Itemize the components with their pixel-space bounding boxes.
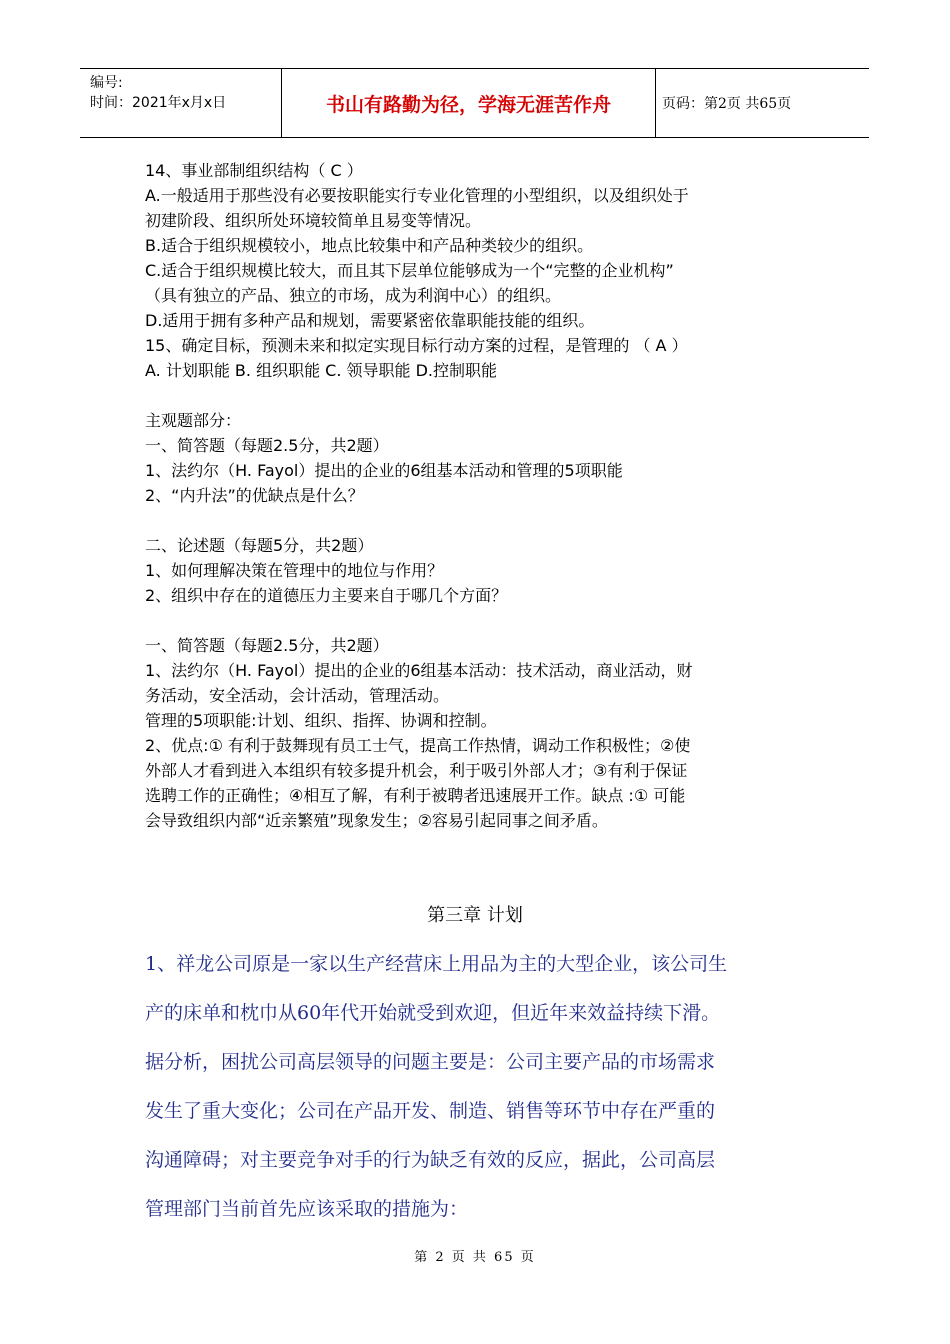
text-line: 管理的5项职能:计划、组织、指挥、协调和控制。 xyxy=(145,711,497,730)
text-line: 1、法约尔（H. Fayol）提出的企业的6组基本活动和管理的5项职能 xyxy=(145,461,623,480)
text-line: 一、简答题（每题2.5分，共2题） xyxy=(145,636,389,655)
case-line: 1、祥龙公司原是一家以生产经营床上用品为主的大型企业，该公司生 xyxy=(145,953,728,975)
text-line: 一、简答题（每题2.5分，共2题） xyxy=(145,436,389,455)
case-question xyxy=(145,940,810,1234)
question-content xyxy=(145,158,815,833)
text-line: （具有独立的产品、独立的市场，成为利润中心）的组织。 xyxy=(145,286,562,305)
case-line: 发生了重大变化；公司在产品开发、制造、销售等环节中存在严重的 xyxy=(145,1100,716,1122)
page-footer: 第 2 页 共 65 页 xyxy=(414,1250,536,1265)
text-line: D.适用于拥有多种产品和规划，需要紧密依靠职能技能的组织。 xyxy=(145,311,595,330)
date-label: 时间：2021年x月x日 xyxy=(90,95,227,111)
text-line: 会导致组织内部“近亲繁殖”现象发生；②容易引起同事之间矛盾。 xyxy=(145,811,608,830)
text-line: 2、“内升法”的优缺点是什么？ xyxy=(145,486,364,505)
text-line: 务活动，安全活动，会计活动，管理活动。 xyxy=(145,686,450,705)
blank-line xyxy=(145,608,815,633)
text-line: 选聘工作的正确性；④相互了解，有利于被聘者迅速展开工作。缺点 :① 可能 xyxy=(145,786,686,805)
text-line: 外部人才看到进入本组织有较多提升机会，利于吸引外部人才；③有利于保证 xyxy=(145,761,688,780)
case-line: 产的床单和枕巾从60年代开始就受到欢迎，但近年来效益持续下滑。 xyxy=(145,1002,721,1024)
blank-line xyxy=(145,383,815,408)
page-header xyxy=(80,68,869,138)
text-line: A.一般适用于那些没有必要按职能实行专业化管理的小型组织，以及组织处于 xyxy=(145,186,689,205)
header-meta xyxy=(80,69,282,137)
text-line: 主观题部分： xyxy=(145,411,242,430)
case-line: 沟通障碍；对主要竞争对手的行为缺乏有效的反应，据此，公司高层 xyxy=(145,1149,716,1171)
text-line: 1、如何理解决策在管理中的地位与作用？ xyxy=(145,561,444,580)
chapter-title: 第三章 计划 xyxy=(427,905,523,926)
case-line: 据分析，困扰公司高层领导的问题主要是：公司主要产品的市场需求 xyxy=(145,1051,716,1073)
text-line: 2、优点:① 有利于鼓舞现有员工士气，提高工作热情，调动工作积极性；②使 xyxy=(145,736,691,755)
number-label: 编号: xyxy=(90,75,123,91)
text-line: 初建阶段、组织所处环境较简单且易变等情况。 xyxy=(145,211,482,230)
header-page-info: 页码：第2页 共65页 xyxy=(662,96,792,112)
text-line: 1、法约尔（H. Fayol）提出的企业的6组基本活动：技术活动，商业活动，财 xyxy=(145,661,693,680)
text-line: C.适合于组织规模比较大，而且其下层单位能够成为一个“完整的企业机构” xyxy=(145,261,674,280)
text-line: 二、论述题（每题5分，共2题） xyxy=(145,536,374,555)
text-line: B.适合于组织规模较小，地点比较集中和产品种类较少的组织。 xyxy=(145,236,594,255)
text-line: 2、组织中存在的道德压力主要来自于哪几个方面？ xyxy=(145,586,508,605)
header-motto: 书山有路勤为径，学海无涯苦作舟 xyxy=(282,69,656,137)
text-line: 14、事业部制组织结构（ C ） xyxy=(145,161,363,180)
text-line: A. 计划职能 B. 组织职能 C. 领导职能 D.控制职能 xyxy=(145,361,497,380)
text-line: 15、确定目标，预测未来和拟定实现目标行动方案的过程，是管理的 （ A ） xyxy=(145,336,688,355)
case-line: 管理部门当前首先应该采取的措施为： xyxy=(145,1198,469,1220)
blank-line xyxy=(145,508,815,533)
